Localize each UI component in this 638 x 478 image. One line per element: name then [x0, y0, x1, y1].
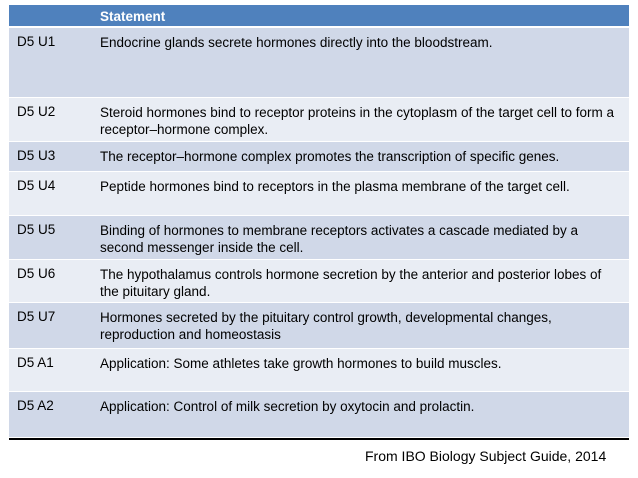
- table-row: [9, 260, 629, 303]
- source-citation: From IBO Biology Subject Guide, 2014: [365, 448, 607, 464]
- table-row: [9, 28, 629, 98]
- row-statement: Application: Control of milk secretion by oxytocin and prolactin.: [100, 399, 475, 414]
- table-row: [9, 172, 629, 216]
- row-id: D5 A1: [17, 355, 54, 370]
- row-id: D5 U2: [17, 104, 56, 119]
- header-id-cell: [9, 5, 100, 26]
- row-id: D5 U1: [17, 34, 56, 49]
- table-row: [9, 392, 629, 438]
- table-row: [9, 349, 629, 392]
- row-statement: The receptor–hormone complex promotes the transcription of specific genes.: [100, 149, 560, 164]
- row-statement: Binding of hormones to membrane receptors activates a cascade mediated by a second messenger inside the cell.: [100, 223, 579, 255]
- table-row: [9, 98, 629, 142]
- row-id: D5 U6: [17, 266, 56, 281]
- table-row: [9, 142, 629, 172]
- table-row: [9, 303, 629, 349]
- table-header-row: [9, 5, 629, 28]
- row-statement: Peptide hormones bind to receptors in the plasma membrane of the target cell.: [100, 179, 570, 194]
- row-id: D5 U7: [17, 309, 56, 324]
- statements-table: [9, 5, 629, 440]
- row-statement: Application: Some athletes take growth hormones to build muscles.: [100, 356, 502, 371]
- row-id: D5 U5: [17, 222, 56, 237]
- table-row: [9, 216, 629, 260]
- header-statement-cell: Statement: [100, 9, 166, 24]
- row-statement: Hormones secreted by the pituitary control growth, developmental changes, reproduction and homeostasis: [100, 310, 552, 342]
- row-id: D5 U4: [17, 178, 56, 193]
- row-statement: The hypothalamus controls hormone secretion by the anterior and posterior lobes of the pituitary gland.: [100, 267, 602, 299]
- row-statement: Endocrine glands secrete hormones directly into the bloodstream.: [100, 35, 493, 50]
- row-statement: Steroid hormones bind to receptor proteins in the cytoplasm of the target cell to form a receptor–hormone complex.: [100, 105, 615, 137]
- row-id: D5 A2: [17, 398, 54, 413]
- row-id: D5 U3: [17, 148, 56, 163]
